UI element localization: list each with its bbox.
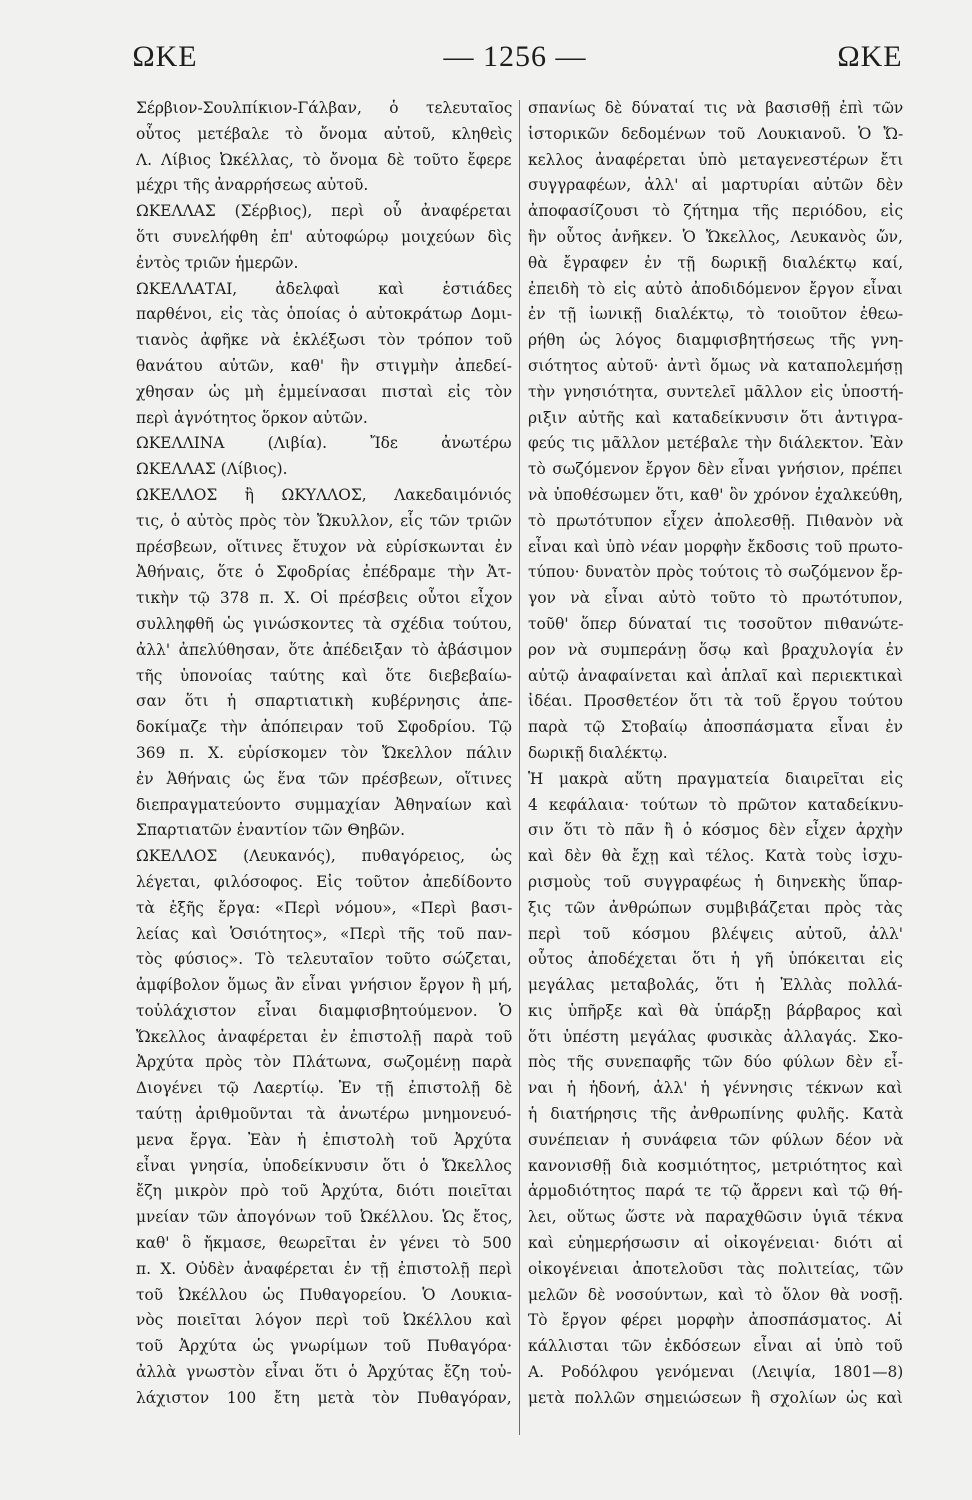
- text-line: ἐντὸς τριῶν ἡμερῶν.: [136, 253, 299, 272]
- right-text-column: [528, 96, 903, 1486]
- text-line: ρήθη ὡς λόγος διαμφισβητήσεως τῆς γνη-: [528, 331, 903, 350]
- text-line: εἶναι γνησία, ὑποδείκνυσιν ὅτι ὁ Ὤκελλος: [136, 1156, 512, 1175]
- text-line: ἀμφίβολον ὅμως ἂν εἶναι γνήσιον ἔργον ἢ μή,: [136, 976, 512, 995]
- text-line: Τὸ ἔργον φέρει μορφὴν ἀποσπάσματος. Αἱ: [528, 1311, 903, 1330]
- text-line: ξις τῶν ἀνθρώπων συμβιβάζεται πρὸς τὰς: [528, 898, 903, 917]
- text-line: τὸ σωζόμενον ἔργον δὲν εἶναι γνήσιον, πρέπει: [528, 460, 903, 479]
- text-line: οἰκογένειαι ἀποτελοῦσι τὰς πολιτείας, τῶν: [528, 1259, 903, 1278]
- text-line: Διογένει τῷ Λαερτίῳ. Ἐν τῇ ἐπιστολῇ δὲ: [136, 1079, 512, 1098]
- text-line: σιότητος αὐτοῦ· ἀντὶ ὅμως νὰ καταπολεμήσῃ: [528, 356, 903, 375]
- text-line: ἁρμοδιότητος παρά τε τῷ ἄρρενι καὶ τῷ θή-: [528, 1182, 903, 1201]
- text-line: σιν ὅτι τὸ πᾶν ἢ ὁ κόσμος δὲν εἶχεν ἀρχὴν: [528, 821, 903, 840]
- text-line: ἱστορικῶν δεδομένων τοῦ Λουκιανοῦ. Ὁ Ὤ-: [528, 124, 903, 143]
- text-line: διεπραγματεύοντο συμμαχίαν Ἀθηναίων καὶ: [136, 795, 512, 814]
- text-line: ἐν τῇ ἰωνικῇ διαλέκτῳ, τὸ τοιοῦτον ἐθεω-: [528, 305, 903, 324]
- text-line: τὰ ἑξῆς ἔργα: «Περὶ νόμου», «Περὶ βασι-: [136, 898, 512, 917]
- text-line: περὶ τοῦ κόσμου βλέψεις αὐτοῦ, ἀλλ': [528, 924, 903, 943]
- text-line: θὰ ἔγραφεν ἐν τῇ δωρικῇ διαλέκτῳ καί,: [528, 253, 903, 272]
- page-number: — 1256 —: [443, 40, 587, 73]
- text-line: σαν ὅτι ἡ σπαρτιατικὴ κυβέρνησις ἀπε-: [136, 692, 512, 711]
- text-line: δωρικῇ διαλέκτῳ.: [528, 743, 668, 762]
- text-line: ἣν οὗτος ἀνῆκεν. Ὁ Ὤκελλος, Λευκανὸς ὤν,: [528, 227, 903, 246]
- text-line: ρισμοὺς τοῦ συγγραφέως ἡ διηνεκὴς ὕπαρ-: [528, 872, 903, 891]
- text-line: τοὐλάχιστον εἶναι διαμφισβητούμενον. Ὁ: [136, 1001, 512, 1020]
- text-line: αὐτῷ ἀναφαίνεται καὶ ἁπλαῖ καὶ περιεκτικαὶ: [528, 666, 903, 685]
- text-line: π. Χ. Οὐδὲν ἀναφέρεται ἐν τῇ ἐπιστολῇ περὶ: [136, 1259, 512, 1278]
- text-line: λει, οὕτως ὥστε νὰ παραχθῶσιν ὑγιᾶ τέκνα: [528, 1208, 903, 1227]
- text-line: τὸς φύσιος». Τὸ τελευταῖον τοῦτο σώζεται,: [136, 950, 512, 969]
- text-line: Ἡ μακρὰ αὕτη πραγματεία διαιρεῖται εἰς: [528, 769, 903, 788]
- text-line: ἀλλὰ γνωστὸν εἶναι ὅτι ὁ Ἀρχύτας ἔζη τοὐ-: [136, 1363, 512, 1382]
- text-line: κις ὑπῆρξε καὶ θὰ ὑπάρξῃ βάρβαρος καὶ: [528, 1001, 903, 1020]
- text-line: καθ' ὃ ἤκμασε, θεωρεῖται ἐν γένει τὸ 500: [136, 1234, 512, 1253]
- text-line: δοκίμαζε τὴν ἀπόπειραν τοῦ Σφοδρίου. Τῷ: [136, 718, 512, 737]
- text-line: συνέπειαν ἡ συνάφεια τῶν φύλων δέον νὰ: [528, 1130, 903, 1149]
- text-line: τὴν γνησιότητα, συντελεῖ μᾶλλον εἰς ὑποστή-: [528, 382, 903, 401]
- text-line: καὶ δὲν θὰ ἔχῃ καὶ τέλος. Κατὰ τοὺς ἰσχυ-: [528, 847, 903, 866]
- text-line: γον νὰ εἶναι αὐτὸ τοῦτο τὸ πρωτότυπον,: [528, 589, 903, 608]
- text-line: παρὰ τῷ Στοβαίῳ ἀποσπάσματα εἶναι ἐν: [528, 718, 903, 737]
- text-line: Σπαρτιατῶν ἐναντίον τῶν Θηβῶν.: [136, 821, 405, 840]
- text-line: μενα ἔργα. Ἐὰν ἡ ἐπιστολὴ τοῦ Ἀρχύτα: [136, 1130, 512, 1149]
- text-line: ἀποφασίζουσι τὸ ζήτημα τῆς περιόδου, εἰς: [528, 202, 903, 221]
- text-line: ρον νὰ συμπεράνῃ ὅσῳ καὶ βραχυλογία ἐν: [528, 640, 903, 659]
- text-line: ἐν Ἀθήναις ὡς ἕνα τῶν πρέσβεων, οἵτινες: [136, 769, 512, 788]
- text-line: ἡ διατήρησις τῆς ἀνθρωπίνης φυλῆς. Κατὰ: [528, 1105, 903, 1124]
- text-line: μεγάλας μεταβολάς, ὅτι ἡ Ἑλλὰς πολλά-: [528, 976, 903, 995]
- text-line: πρέσβεων, οἵτινες ἔτυχον νὰ εὑρίσκωνται ἐν: [136, 537, 512, 556]
- text-line: κάλλισται τῶν ἐκδόσεων εἶναι αἱ ὑπὸ τοῦ: [528, 1337, 903, 1356]
- text-line: ριξιν αὐτῆς καὶ καταδείκνυσιν ὅτι ἀντιγρα-: [528, 408, 903, 427]
- text-line: ΩΚΕΛΛΑΣ (Σέρβιος), περὶ οὗ ἀναφέρεται: [136, 202, 512, 221]
- text-line: ὅτι συνελήφθη ἐπ' αὐτοφώρῳ μοιχεύων δὶς: [136, 227, 512, 246]
- text-line: Ἀθήναις, ὅτε ὁ Σφοδρίας ἐπέδραμε τὴν Ἀτ-: [136, 563, 512, 582]
- text-line: τῆς ὑπονοίας ταύτης καὶ ὅτε διεβεβαίω-: [136, 666, 512, 685]
- text-line: ΩΚΕΛΛΟΣ (Λευκανός), πυθαγόρειος, ὡς: [136, 847, 512, 866]
- text-line: ἐπειδὴ τὸ εἰς αὐτὸ ἀποδιδόμενον ἔργον εἶναι: [528, 279, 903, 298]
- text-line: ΩΚΕΛΛΙΝΑ (Λιβία). Ἴδε ἀνωτέρω: [136, 434, 512, 453]
- text-line: λείας καὶ Ὁσιότητος», «Περὶ τῆς τοῦ παν-: [136, 924, 512, 943]
- text-line: λάχιστον 100 ἔτη μετὰ τὸν Πυθαγόραν,: [136, 1388, 512, 1407]
- text-line: ΩΚΕΛΛΟΣ ἢ ΩΚΥΛΛΟΣ, Λακεδαιμόνιός: [136, 485, 512, 504]
- text-line: τοῦθ' ὅπερ δύναταί τις τοσοῦτον πιθανώτε-: [528, 614, 903, 633]
- text-line: τοῦ Ἀρχύτα ὡς γνωρίμων τοῦ Πυθαγόρα·: [136, 1337, 512, 1356]
- left-text-column: [136, 96, 512, 1486]
- text-line: 369 π. Χ. εὑρίσκομεν τὸν Ὤκελλον πάλιν: [136, 743, 512, 762]
- text-line: τὸ πρωτότυπον εἶχεν ἀπολεσθῇ. Πιθανὸν νὰ: [528, 511, 903, 530]
- text-line: Ὤκελλος ἀναφέρεται ἐν ἐπιστολῇ παρὰ τοῦ: [136, 1027, 512, 1046]
- text-line: τοῦ Ὠκέλλου ὡς Πυθαγορείου. Ὁ Λουκια-: [136, 1285, 512, 1304]
- text-line: σπανίως δὲ δύναταί τις νὰ βασισθῇ ἐπὶ τῶν: [528, 99, 903, 117]
- text-line: ναι ἡ ἡδονή, ἀλλ' ἡ γέννησις τέκνων καὶ: [528, 1079, 903, 1098]
- text-line: τικὴν τῷ 378 π. Χ. Οἱ πρέσβεις οὗτοι εἶχον: [136, 589, 512, 608]
- text-line: πὸς τῆς συνεπαφῆς τῶν δύο φύλων δὲν εἶ-: [528, 1053, 903, 1072]
- text-line: παρθένοι, εἰς τὰς ὁποίας ὁ αὐτοκράτωρ Δομι-: [136, 305, 512, 324]
- text-line: 4 κεφάλαια· τούτων τὸ πρῶτον καταδείκνυ-: [528, 795, 903, 814]
- text-line: ἀλλ' ἀπελύθησαν, ὅτε ἀπέδειξαν τὸ ἀβάσιμον: [136, 640, 512, 659]
- text-line: τις, ὁ αὐτὸς πρὸς τὸν Ὤκυλλον, εἷς τῶν τριῶν: [136, 511, 512, 530]
- text-line: κανονισθῇ διὰ κοσμιότητος, μετριότητος καὶ: [528, 1156, 903, 1175]
- text-line: Λ. Λίβιος Ὠκέλλας, τὸ ὄνομα δὲ τοῦτο ἔφερε: [136, 150, 512, 169]
- text-line: τιανὸς ἀφῆκε νὰ ἐκλέξωσι τὸν τρόπον τοῦ: [136, 331, 512, 350]
- text-line: ΩΚΕΛΛΑΤΑΙ, ἀδελφαὶ καὶ ἑστιάδες: [136, 279, 512, 298]
- text-line: λέγεται, φιλόσοφος. Εἰς τοῦτον ἀπεδίδοντο: [136, 872, 512, 891]
- text-line: χθησαν ὡς μὴ ἐμμείνασαι πισταὶ εἰς τὸν: [136, 382, 512, 401]
- text-line: μετὰ πολλῶν σημειώσεων ἢ σχολίων ὡς καὶ: [528, 1388, 903, 1407]
- text-line: ὅτι ὑπέστη μεγάλας φυσικὰς ἀλλαγάς. Σκο-: [528, 1027, 903, 1046]
- text-line: μελῶν δὲ νοσούντων, καὶ τὸ ὅλον θὰ νοσῇ.: [528, 1285, 903, 1304]
- text-line: τύπου· δυνατὸν πρὸς τούτοις τὸ σωζόμενον ἔρ-: [528, 563, 903, 582]
- text-line: ΩΚΕΛΛΑΣ (Λίβιος).: [136, 460, 288, 479]
- text-line: ἔζη μικρὸν πρὸ τοῦ Ἀρχύτα, διότι ποιεῖται: [136, 1182, 512, 1201]
- text-line: συγγραφέων, ἀλλ' αἱ μαρτυρίαι αὐτῶν δὲν: [528, 176, 903, 195]
- text-line: Σέρβιον-Σουλπίκιον-Γάλβαν, ὁ τελευταῖος: [136, 99, 512, 117]
- column-divider: [519, 100, 520, 1435]
- text-line: θανάτου αὐτῶν, καθ' ἣν στιγμὴν ἀπεδεί-: [136, 356, 512, 375]
- text-line: καὶ εὐημερήσωσιν αἱ οἰκογένειαι· διότι αἱ: [528, 1234, 903, 1253]
- text-line: οὗτος μετέβαλε τὸ ὄνομα αὐτοῦ, κληθεὶς: [136, 124, 512, 143]
- text-line: μνείαν τῶν ἀπογόνων τοῦ Ὠκέλλου. Ὡς ἔτος,: [136, 1208, 512, 1227]
- text-line: ἰδέαι. Προσθετέον ὅτι τὰ τοῦ ἔργου τούτου: [528, 692, 903, 711]
- text-line: περὶ ἁγνότητος ὅρκον αὐτῶν.: [136, 408, 368, 427]
- text-line: συλληφθῆ ὡς γινώσκοντες τὰ σχέδια τούτου,: [136, 614, 512, 633]
- text-line: εἶναι καὶ ὑπὸ νέαν μορφὴν ἔκδοσις τοῦ πρωτο-: [528, 537, 903, 556]
- text-line: Α. Ροδόλφου γενόμεναι (Λειψία, 1801—8): [528, 1363, 903, 1382]
- text-line: κελλος ἀναφέρεται ὑπὸ μεταγενεστέρων ἔτι: [528, 150, 903, 169]
- text-line: μέχρι τῆς ἀναρρήσεως αὐτοῦ.: [136, 176, 369, 195]
- text-line: οὗτος ἀποδέχεται ὅτι ἡ γῆ ὑπόκειται εἰς: [528, 950, 903, 969]
- text-line: Ἀρχύτα πρὸς τὸν Πλάτωνα, σωζομένῃ παρὰ: [136, 1053, 512, 1072]
- text-line: φεύς τις μᾶλλον μετέβαλε τὴν διάλεκτον. Ἐὰν: [528, 434, 903, 453]
- header-right-heading: ΩΚΕ: [837, 40, 903, 73]
- text-line: νὸς ποιεῖται λόγον περὶ τοῦ Ὠκέλλου καὶ: [136, 1311, 512, 1330]
- text-line: ταύτῃ ἀριθμοῦνται τὰ ἀνωτέρω μνημονευό-: [136, 1105, 512, 1124]
- header-left-heading: ΩΚΕ: [132, 40, 198, 73]
- text-line: νὰ ὑποθέσωμεν ὅτι, καθ' ὃν χρόνον ἐχαλκεύθη,: [528, 485, 903, 504]
